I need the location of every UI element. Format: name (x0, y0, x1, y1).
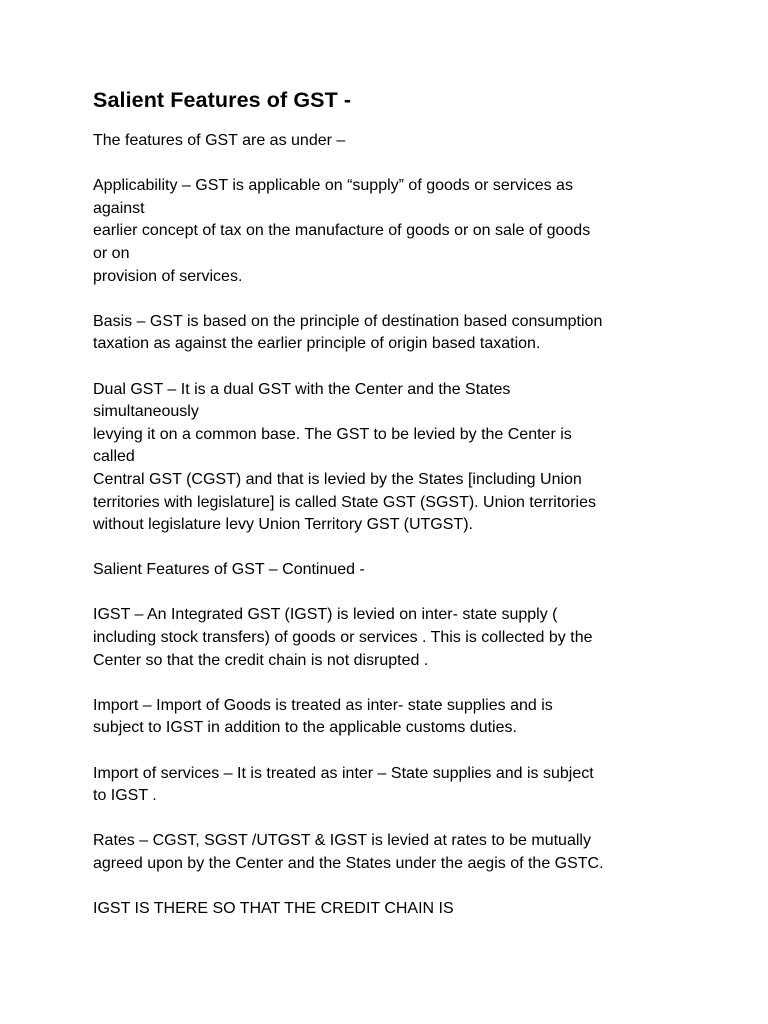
text-line: Applicability – GST is applicable on “supply” of goods or services as (93, 177, 573, 195)
text-line: without legislature levy Union Territory GST (UTGST). (93, 516, 473, 534)
rates-paragraph (93, 830, 713, 875)
text-line: taxation as against the earlier principle of origin based taxation. (93, 335, 541, 353)
text-line: Central GST (CGST) and that is levied by the States [including Union (93, 470, 582, 488)
text-line: provision of services. (93, 267, 243, 285)
text-line: Dual GST – It is a dual GST with the Center and the States (93, 380, 511, 398)
text-line: IGST – An Integrated GST (IGST) is levied on inter- state supply ( (93, 606, 558, 624)
text-line: including stock transfers) of goods or services . This is collected by the (93, 629, 593, 647)
basis-paragraph (93, 311, 713, 356)
text-line: simultaneously (93, 403, 199, 421)
dual-gst-paragraph (93, 379, 713, 537)
text-line: IGST IS THERE SO THAT THE CREDIT CHAIN IS (93, 900, 454, 918)
applicability-paragraph (93, 175, 713, 288)
text-line: Salient Features of GST – Continued - (93, 561, 365, 579)
text-line: called (93, 448, 135, 466)
text-line: against (93, 199, 145, 217)
import-paragraph (93, 695, 713, 740)
text-line: Import of services – It is treated as inter – State supplies and is subject (93, 764, 594, 782)
text-line: The features of GST are as under – (93, 132, 346, 149)
text-line: earlier concept of tax on the manufacture of goods or on sale of goods (93, 222, 591, 240)
text-line: levying it on a common base. The GST to be levied by the Center is (93, 425, 572, 443)
text-line: Center so that the credit chain is not disrupted . (93, 651, 429, 669)
text-line: Rates – CGST, SGST /UTGST & IGST is levied at rates to be mutually (93, 832, 591, 850)
text-line: subject to IGST in addition to the applicable customs duties. (93, 719, 517, 737)
text-line: to IGST . (93, 787, 157, 805)
document-title: Salient Features of GST - (93, 88, 352, 112)
intro-paragraph (93, 130, 713, 153)
igst-paragraph (93, 604, 713, 672)
text-line: Import – Import of Goods is treated as inter- state supplies and is (93, 696, 553, 714)
continued-heading (93, 559, 713, 582)
text-line: Basis – GST is based on the principle of destination based consumption (93, 312, 603, 330)
import-services-paragraph (93, 763, 713, 808)
igst-note-paragraph (93, 898, 713, 921)
text-line: territories with legislature] is called State GST (SGST). Union territories (93, 493, 596, 511)
text-line: or on (93, 244, 130, 262)
text-line: agreed upon by the Center and the States under the aegis of the GSTC. (93, 855, 604, 872)
document-page (93, 86, 713, 943)
